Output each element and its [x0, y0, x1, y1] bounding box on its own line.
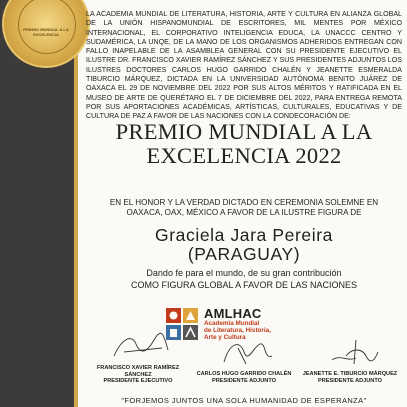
signer-1-role: PRESIDENTE EJECUTIVO [103, 378, 173, 384]
certificate-content [86, 0, 402, 407]
signature-block-3 [296, 338, 404, 384]
honor-line1: EN EL HONOR Y LA VERDAD DICTADO EN CEREMONIA SOLEMNE EN [109, 198, 379, 207]
honor-line2: OAXACA, OAX, MÉXICO A FAVOR DE LA ILUSTRE FIGURA DE [126, 208, 362, 217]
signer-2-name: CARLOS HUGO GARRIDO CHALÉN [196, 371, 292, 377]
signature-1-icon [84, 330, 192, 360]
signer-3-role: PRESIDENTE ADJUNTO [317, 377, 383, 384]
seal-text: PREMIO MUNDIAL A LA EXCELENCIA [23, 27, 69, 37]
gold-stripe [74, 0, 78, 407]
recipient-name: Graciela Jara Pereira [155, 225, 333, 245]
signer-2-role: PRESIDENTE ADJUNTO [211, 377, 277, 384]
honor-text [86, 198, 402, 218]
logo-title: AMLHAC [204, 306, 262, 321]
award-title-line2: EXCELENCIA 2022 [146, 143, 342, 168]
signature-2-icon [190, 338, 298, 366]
signature-3-icon [296, 338, 404, 366]
logo-sub-line1: Academia Mundial [204, 320, 260, 327]
logo-sub-line3: Arte y Cultura [204, 334, 246, 341]
signature-block-1 [84, 330, 192, 385]
signer-1-name: FRANCISCO XAVIER RAMÍREZ SÁNCHEZ [96, 365, 180, 378]
figura-global-text: COMO FIGURA GLOBAL A FAVOR DE LAS NACIONES [130, 280, 358, 290]
signature-block-2 [190, 338, 298, 384]
award-title [86, 120, 402, 168]
recipient-country: (PARAGUAY) [187, 244, 301, 264]
signer-3-name: JEANETTE E. TIBURCIO MÁRQUEZ [302, 371, 398, 377]
footer-motto: "FORJEMOS JUNTOS UNA SOLA HUMANIDAD DE ESPERANZA" [121, 396, 367, 405]
intro-paragraph: LA ACADEMIA MUNDIAL DE LITERATURA, HISTORIA, ARTE Y CULTURA EN ALIANZA GLOBAL DE LA UNIÓN HISPANOMUNDIAL DE ESCRITORES, MIL MENTES POR MÉXICO INTERNACIONAL, EL CORPORATIVO INTELIGENCIA EDUCA, LA UNACCC CENTRO Y SUDAMÉRICA, LA UNQE, DE LA MANO DE LOS ORGANISMOS ADHERIDOS ENTREGAN CON FALLO INAPELABLE DE LA ASAMBLEA GENERAL CON SU PRESIDENTE EJECUTIVO EL ILUSTRE DR. FRANCISCO XAVIER RAMÍREZ SÁNCHEZ Y SUS PRESIDENTES ADJUNTOS LOS ILUSTRES DOCTORES CARLOS HUGO GARRIDO CHALÉN Y JEANETTE ESMERALDA TIBURCIO MÁRQUEZ, DICTADA EN LA UNIVERSIDAD AUTÓNOMA BENITO JUÁREZ DE OAXACA EL 29 DE NOVIEMBRE DEL 2022 POR SUS ALTOS MÉRITOS Y RATIFICADA EN EL MUSEO DE ARTE DE QUERÉTARO EL 7 DE DICIEMBRE DEL 2022, PARA ENTREGA REMOTA POR SUS APORTACIONES ACADÉMICAS, ARTÍSTICAS, CULTURALES, EDUCATIVAS Y DE CULTURA DE PAZ A FAVOR DE LAS NACIONES CON LA CONDECORACIÓN DE: [86, 10, 402, 121]
award-title-line1: PREMIO MUNDIAL A LA [115, 119, 373, 144]
dando-fe-text: Dando fe para el mundo, de su gran contribución [146, 268, 342, 278]
logo-sub-line2: de Literatura, Historia, [204, 327, 271, 334]
